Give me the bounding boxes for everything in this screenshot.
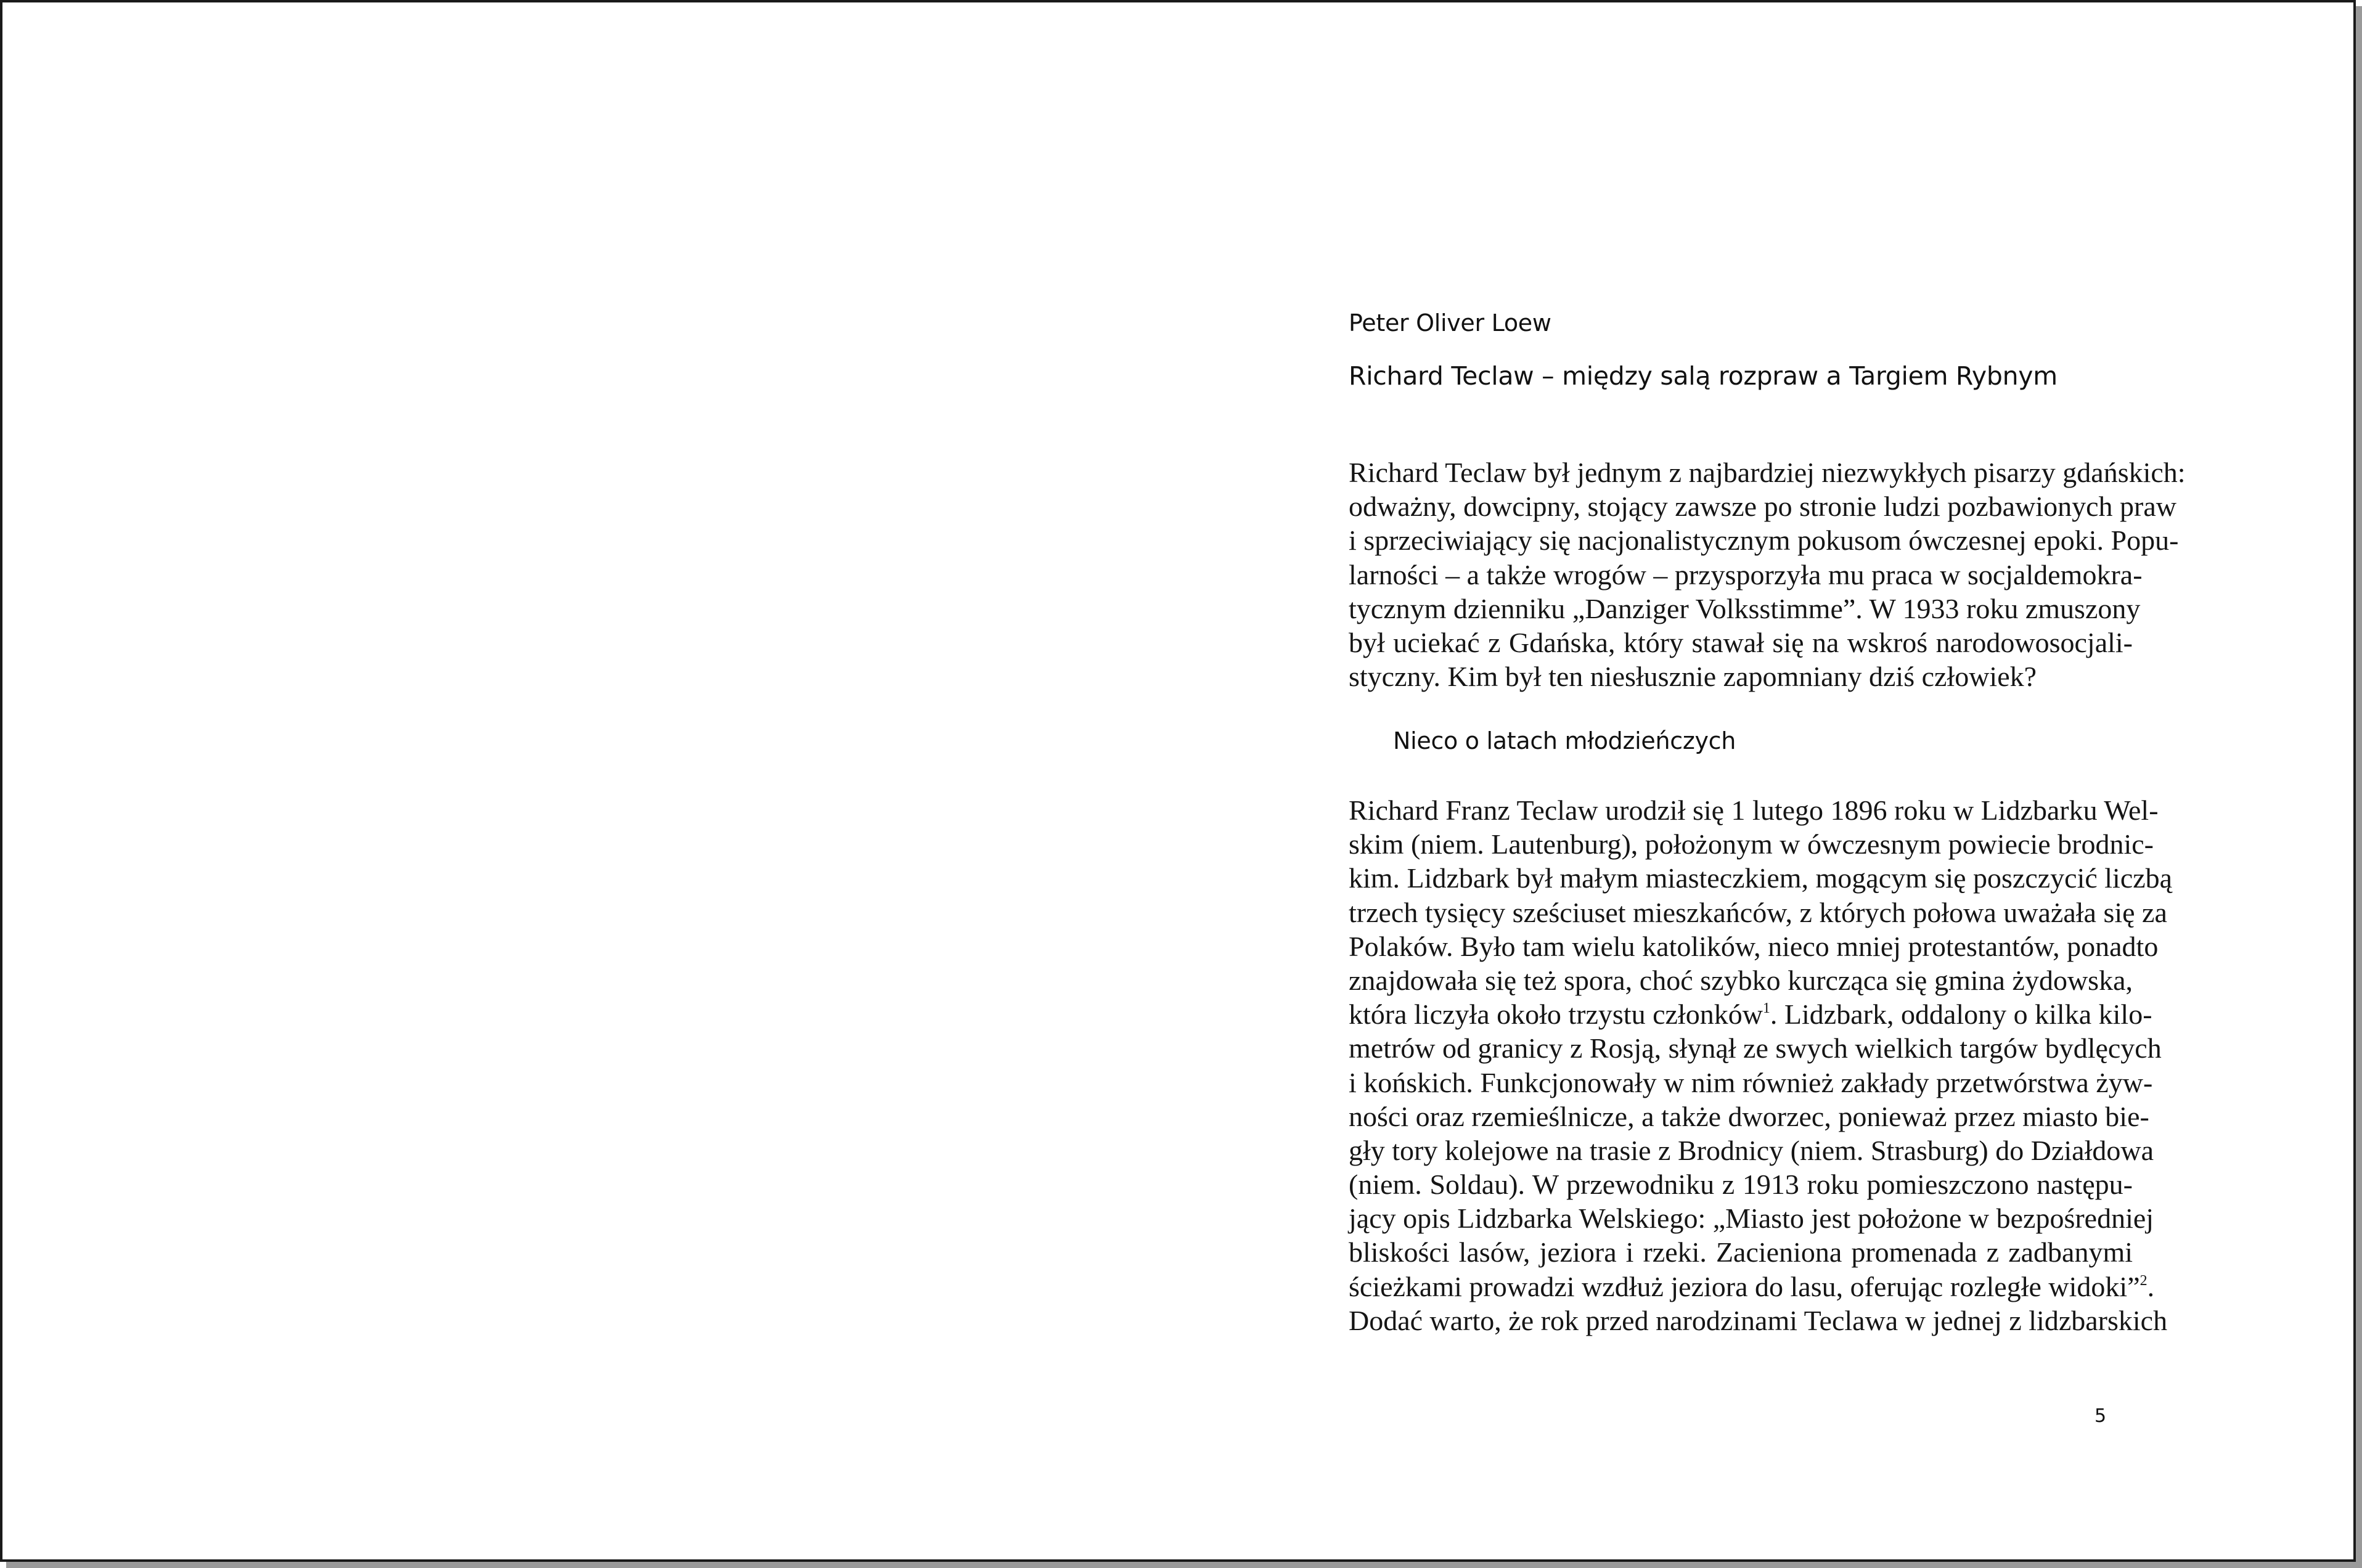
text-line: gły tory kolejowe na trasie z Brodnicy (niem. Strasburg) do Działdowa <box>1349 1134 2154 1166</box>
text-line: ności oraz rzemieślnicze, a także dworzec, ponieważ przez miasto bie- <box>1349 1100 2149 1132</box>
text-line: znajdowała się też spora, choć szybko kurcząca się gmina żydowska, <box>1349 964 2133 996</box>
section-heading: Nieco o latach młodzieńczych <box>1393 727 1736 754</box>
text-line: tycznym dzienniku „Danziger Volksstimme”. W 1933 roku zmuszony <box>1349 592 2141 624</box>
text-segment: ścieżkami prowadzi wzdłuż jeziora do lasu, oferując rozległe widoki” <box>1349 1270 2140 1302</box>
text-line: trzech tysięcy sześciuset mieszkańców, z których połowa uważała się za <box>1349 896 2167 928</box>
text-segment: . <box>2147 1270 2155 1302</box>
text-line: jący opis Lidzbarka Welskiego: „Miasto jest położone w bezpośredniej <box>1349 1203 2154 1235</box>
footnote-marker[interactable]: 1 <box>1762 1000 1770 1017</box>
text-line: kim. Lidzbark był małym miasteczkiem, mogącym się poszczycić liczbą <box>1349 862 2173 894</box>
page-shadow <box>2356 6 2362 1568</box>
intro-paragraph <box>1349 455 2186 693</box>
text-line: (niem. Soldau). W przewodniku z 1913 roku pomieszczono następu- <box>1349 1169 2133 1201</box>
text-segment: która liczyła około trzystu członków <box>1349 998 1763 1031</box>
text-line: metrów od granicy z Rosją, słynął ze swych wielkich targów bydlęcych <box>1349 1032 2162 1064</box>
text-line: Polaków. Było tam wielu katolików, nieco mniej protestantów, ponadto <box>1349 930 2159 962</box>
text-segment: . Lidzbark, oddalony o kilka kilo- <box>1770 998 2152 1031</box>
chapter-title: Richard Teclaw – między salą rozpraw a Targiem Rybnym <box>1349 361 2058 391</box>
text-line: Richard Teclaw był jednym z najbardziej niezwykłych pisarzy gdańskich: <box>1349 457 2186 488</box>
text-line: skim (niem. Lautenburg), położonym w ówczesnym powiecie brodnic- <box>1349 828 2154 860</box>
text-line: Richard Franz Teclaw urodził się 1 lutego 1896 roku w Lidzbarku Wel- <box>1349 794 2159 826</box>
body-paragraph <box>1349 793 2173 1337</box>
author-name: Peter Oliver Loew <box>1349 309 1551 337</box>
text-line: odważny, dowcipny, stojący zawsze po stronie ludzi pozbawionych praw <box>1349 491 2176 523</box>
text-line: styczny. Kim był ten niesłusznie zapomniany dziś człowiek? <box>1349 661 2037 693</box>
page-shadow <box>6 1562 2362 1568</box>
text-line: i końskich. Funkcjonowały w nim również zakłady przetwórstwa żyw- <box>1349 1066 2153 1098</box>
footnote-marker[interactable]: 2 <box>2139 1272 2147 1289</box>
text-line-with-footnote <box>1349 1270 2155 1304</box>
right-page <box>1349 2 2186 1564</box>
text-line: bliskości lasów, jeziora i rzeki. Zacieniona promenada z zadbanymi <box>1349 1236 2133 1268</box>
text-line-with-footnote <box>1349 997 2152 1031</box>
text-line: i sprzeciwiający się nacjonalistycznym pokusom ówczesnej epoki. Popu- <box>1349 525 2179 557</box>
text-line: był uciekać z Gdańska, który stawał się na wskroś narodowosocjali- <box>1349 626 2133 658</box>
text-line: larności – a także wrogów – przysporzyła mu praca w socjaldemokra- <box>1349 558 2143 590</box>
page-number: 5 <box>2094 1405 2107 1427</box>
text-line: Dodać warto, że rok przed narodzinami Teclawa w jednej z lidzbarskich <box>1349 1304 2168 1336</box>
